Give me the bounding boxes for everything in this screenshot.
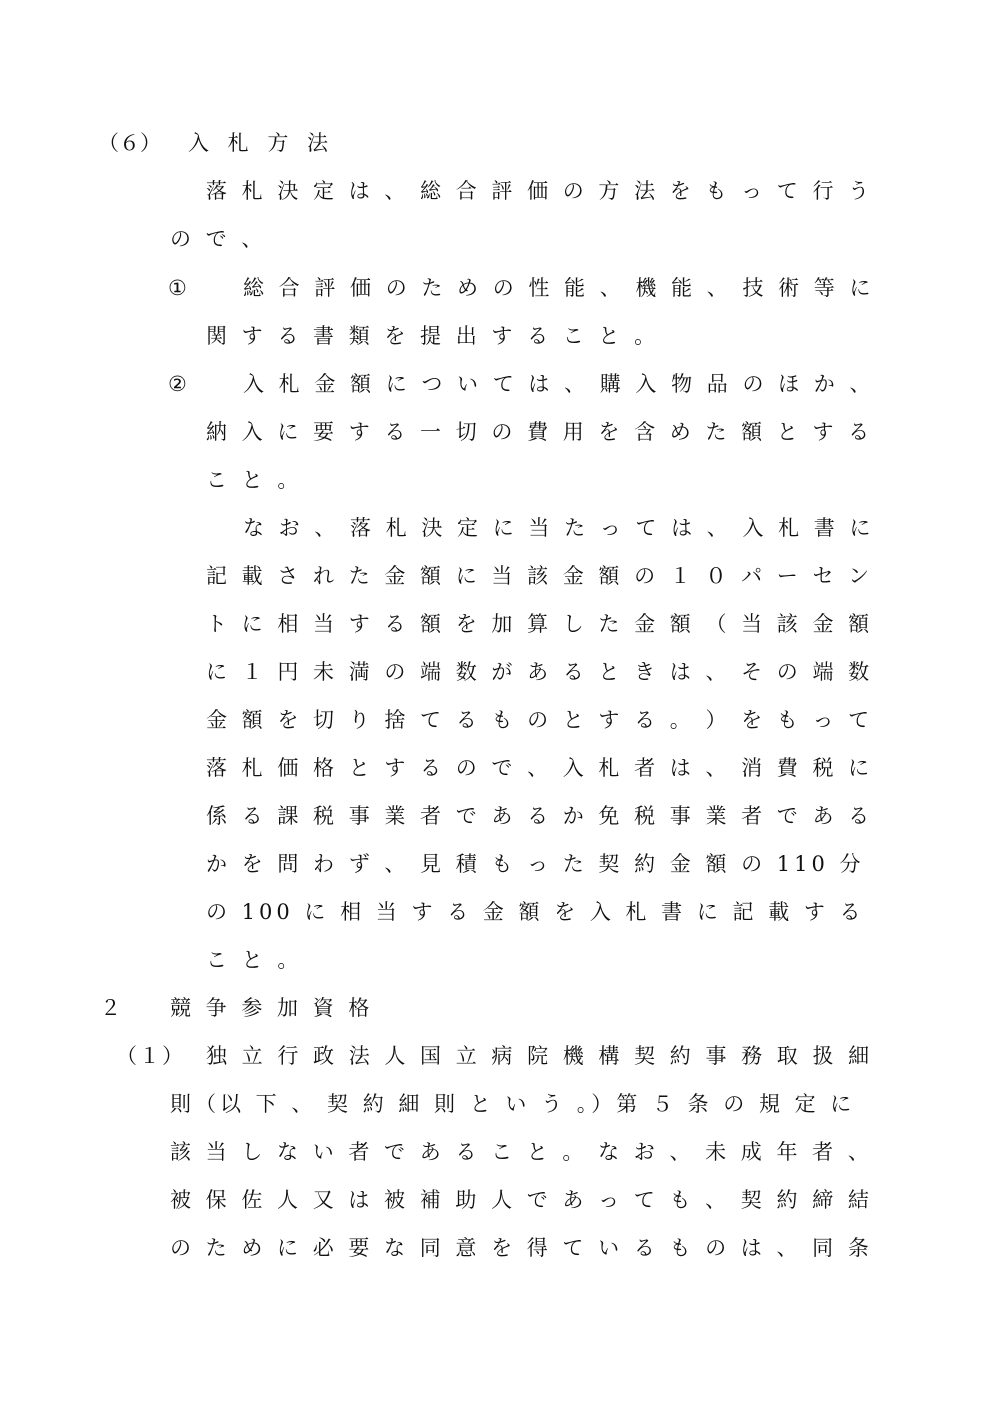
note-line: 係 る 課 税 事 業 者 で あ る か 免 税 事 業 者 で あ る [206,804,874,828]
note-line: の 100 に 相 当 す る 金 額 を 入 札 書 に 記 載 す る [206,900,865,924]
item-line: 総 合 評 価 の た め の 性 能 、 機 能 、 技 術 等 に [243,276,875,300]
paragraph-line: の で 、 [170,227,267,251]
item-marker: ① [168,276,187,300]
note-line: ト に 相 当 す る 額 を 加 算 し た 金 額 （ 当 該 金 額 [206,612,874,636]
item-line: 該 当 し な い 者 で あ る こ と 。 な お 、 未 成 年 者 、 [170,1140,873,1164]
item-marker: ② [168,372,187,396]
note-line: な お 、 落 札 決 定 に 当 た っ て は 、 入 札 書 に [243,516,875,540]
item-line: 納 入 に 要 す る 一 切 の 費 用 を 含 め た 額 と す る [206,420,874,444]
note-line: 金 額 を 切 り 捨 て る も の と す る 。 ） を も っ て [206,708,874,732]
item-line: 独 立 行 政 法 人 国 立 病 院 機 構 契 約 事 務 取 扱 細 [206,1044,874,1068]
paragraph-line: 落 札 決 定 は 、 総 合 評 価 の 方 法 を も っ て 行 う [206,179,874,203]
note-line: に １ 円 未 満 の 端 数 が あ る と き は 、 そ の 端 数 [206,660,874,684]
note-line: 記 載 さ れ た 金 額 に 当 該 金 額 の １ ０ パ ー セ ン [206,564,874,588]
item-line: こ と 。 [206,468,303,492]
item-line: の た め に 必 要 な 同 意 を 得 て い る も の は 、 同 条 [170,1236,873,1260]
section-number: ２ [100,996,121,1020]
item-line: 則（以 下 、 契 約 細 則 と い う 。）第 ５ 条 の 規 定 に [170,1092,856,1116]
item-line: 被 保 佐 人 又 は 被 補 助 人 で あ っ て も 、 契 約 締 結 [170,1188,873,1212]
section-number: （６） [98,131,161,155]
section-heading: 入 札 方 法 [188,131,335,155]
item-marker: （１） [116,1044,185,1068]
note-line: こ と 。 [206,948,303,972]
note-line: か を 問 わ ず 、 見 積 も っ た 契 約 金 額 の 110 分 [206,852,865,876]
item-line: 関 す る 書 類 を 提 出 す る こ と 。 [206,324,660,348]
item-line: 入 札 金 額 に つ い て は 、 購 入 物 品 の ほ か 、 [243,372,875,396]
note-line: 落 札 価 格 と す る の で 、 入 札 者 は 、 消 費 税 に [206,756,874,780]
section-heading: 競 争 参 加 資 格 [170,996,374,1020]
